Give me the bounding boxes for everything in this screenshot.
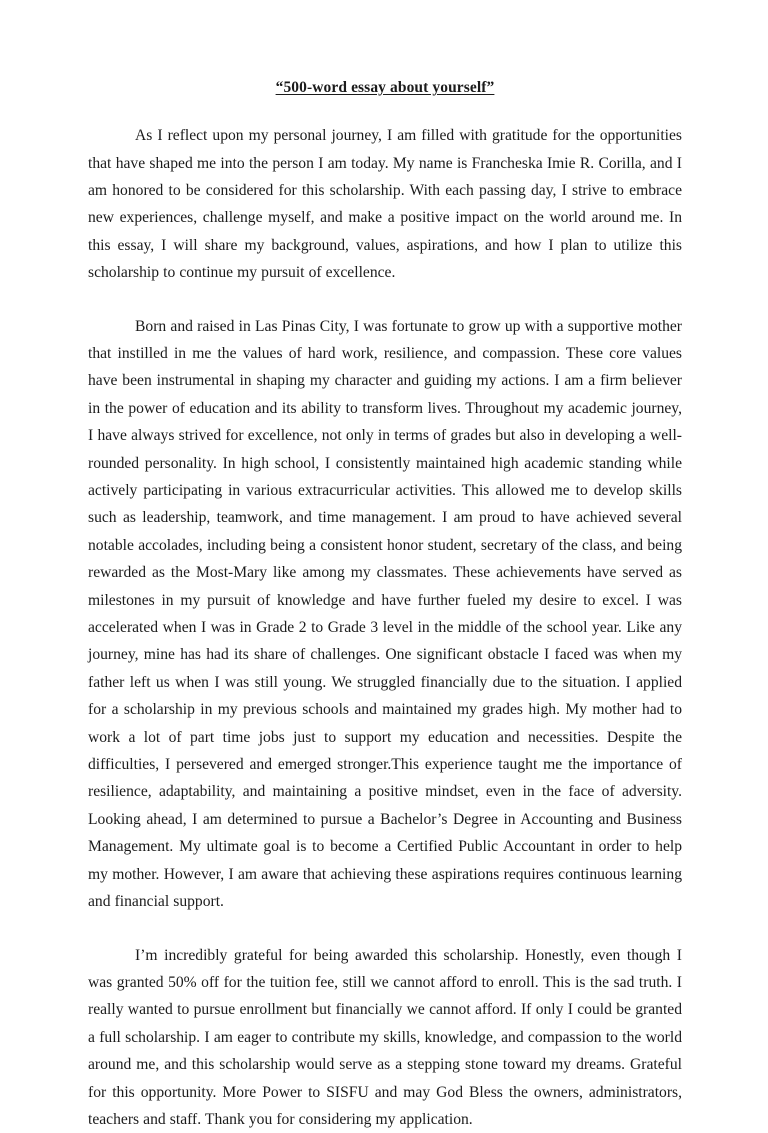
document-title-text: “500-word essay about yourself” [275,79,495,96]
paragraph-intro: As I reflect upon my personal journey, I am filled with gratitude for the opportunities that have shaped me into the person I am today. My name is Francheska Imie R. Corilla, and I am honored to be considered for this scholarship. With each passing day, I strive to embrace new experiences, challenge myself, and make a positive impact on the world around me. In this essay, I will share my background, values, aspirations, and how I plan to utilize this scholarship to continue my pursuit of excellence. [88,127,682,282]
paragraph-background: Born and raised in Las Pinas City, I was fortunate to grow up with a supportive mother that instilled in me the values of hard work, resilience, and compassion. These core values have been instrumental in shaping my character and guiding my actions. I am a firm believer in the power of education and its ability to transform lives. Throughout my academic journey, I have always strived for excellence, not only in terms of grades but also in developing a well-rounded personality. In high school, I consistently maintained high academic standing while actively participating in various extracurricular activities. This allowed me to develop skills such as leadership, teamwork, and time management. I am proud to have achieved several notable accolades, including being a consistent honor student, secretary of the class, and being rewarded as the Most-Mary like among my classmates. These achievements have served as milestones in my pursuit of knowledge and have further fueled my desire to excel. I was accelerated when I was in Grade 2 to Grade 3 level in the middle of the school year. Like any journey, mine has had its share of challenges. One significant obstacle I faced was when my father left us when I was still young. We struggled financially due to the situation. I applied for a scholarship in my previous schools and maintained my grades high. My mother had to work a lot of part time jobs just to support my education and necessities. Despite the difficulties, I persevered and emerged stronger.This experience taught me the importance of resilience, adaptability, and maintaining a positive mindset, even in the face of adversity. Looking ahead, I am determined to pursue a Bachelor’s Degree in Accounting and Business Management. My ultimate goal is to become a Certified Public Accountant in order to help my mother. However, I am aware that achieving these aspirations requires continuous learning and financial support. [88,317,682,911]
document-text-body [88,78,682,1133]
document-title [88,78,682,98]
paragraph-gratitude: I’m incredibly grateful for being awarded this scholarship. Honestly, even though I was granted 50% off for the tuition fee, still we cannot afford to enroll. This is the sad truth. I really wanted to pursue enrollment but financially we cannot afford. If only I could be granted a full scholarship. I am eager to contribute my skills, knowledge, and compassion to the world around me, and this scholarship would serve as a stepping stone toward my dreams. Grateful for this opportunity. More Power to SISFU and may God Bless the owners, administrators, teachers and staff. Thank you for considering my application. [88,946,682,1128]
